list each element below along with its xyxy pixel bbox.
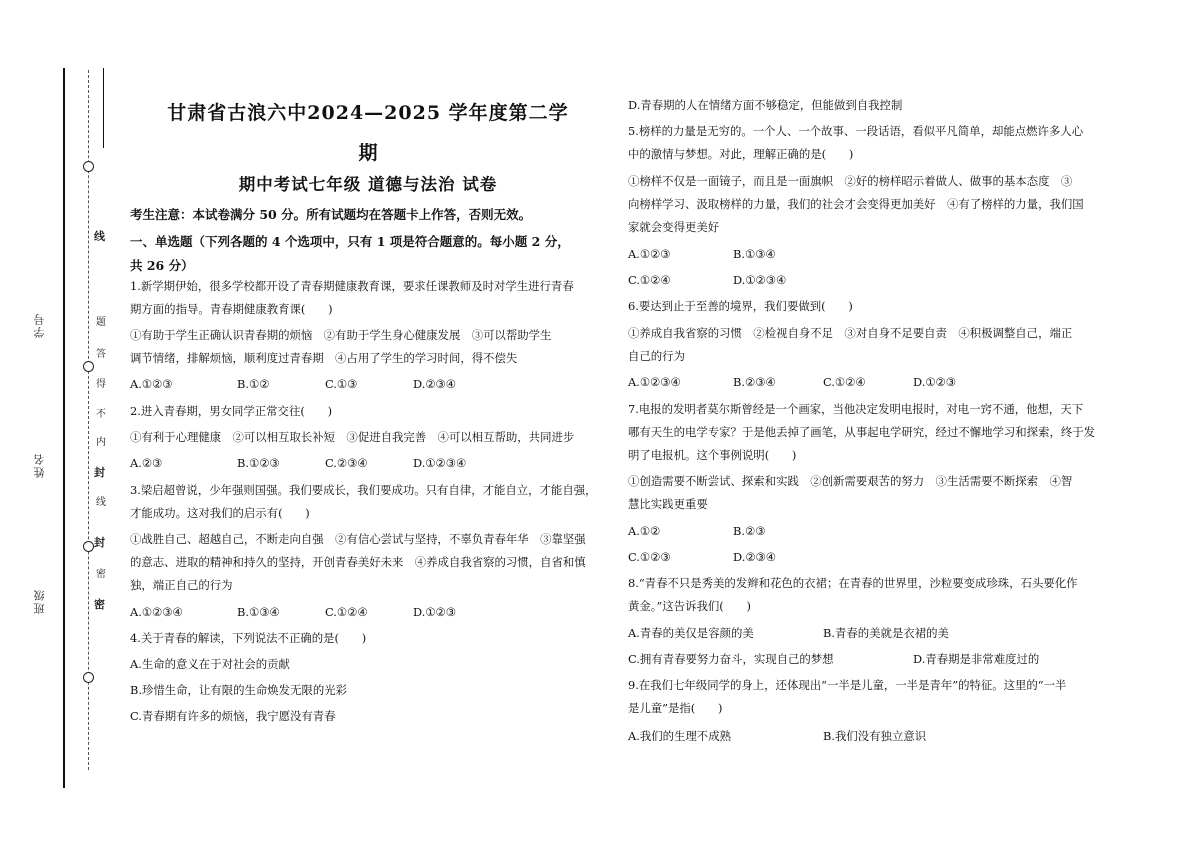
section-heading-cont: 共 26 分） xyxy=(130,258,194,273)
question-8-option-a: A.青春的美仅是容颜的美 xyxy=(628,626,754,640)
binding-dashed-line xyxy=(88,70,89,770)
question-9-option-b: B.我们没有独立意识 xyxy=(823,729,927,743)
question-3-stem: 3.梁启超曾说，少年强则国强。我们要成长，我们要成功。只有自律，才能自立，才能自强， xyxy=(130,483,597,497)
question-5-stem: 5.榜样的力量是无穷的。一个人、一个故事、一段话语，看似平凡简单，却能点燃许多人心 xyxy=(628,124,1084,138)
exam-subtitle: 期中考试七年级 道德与法治 试卷 xyxy=(238,175,498,194)
question-2-option-c: C.②③④ xyxy=(325,456,368,470)
question-5-statements: ①榜样不仅是一面镜子，而且是一面旗帜 ②好的榜样昭示着做人、做事的基本态度 ③ xyxy=(628,174,1073,188)
question-4-option-a: A.生命的意义在于对社会的贡献 xyxy=(130,657,290,671)
question-8-option-d: D.青春期是非常难度过的 xyxy=(913,652,1040,666)
binding-hole xyxy=(83,361,94,372)
question-4-option-c: C.青春期有许多的烦恼，我宁愿没有青春 xyxy=(130,709,336,723)
question-7-option-b: B.②③ xyxy=(733,524,766,538)
question-6-statements: 自己的行为 xyxy=(628,349,685,363)
question-1-option-c: C.①③ xyxy=(325,377,358,391)
question-3-stem: 才能成功。这对我们的启示有( ) xyxy=(130,506,310,520)
question-5-stem: 中的激情与梦想。对此，理解正确的是( ) xyxy=(628,147,854,161)
question-3-option-a: A.①②③④ xyxy=(130,605,183,619)
question-7-stem: 哪有天生的电学专家？于是他丢掉了画笔，从事起电学研究，经过不懈地学习和探索，终于发 xyxy=(628,425,1096,439)
question-9-stem: 9.在我们七年级同学的身上，还体现出“一半是儿童，一半是青年”的特征。这里的“一半 xyxy=(628,678,1067,692)
question-3-statements: 独，端正自己的行为 xyxy=(130,578,233,592)
question-5-option-d: D.①②③④ xyxy=(733,273,787,287)
question-6-option-b: B.②③④ xyxy=(733,375,776,389)
question-2-option-a: A.②③ xyxy=(130,456,163,470)
question-7-statements: 慧比实践更重要 xyxy=(628,497,708,511)
question-1-option-d: D.②③④ xyxy=(413,377,456,391)
section-heading: 一、单选题（下列各题的 4 个选项中，只有 1 项是符合题意的。每小题 2 分， xyxy=(130,234,570,249)
binding-hole xyxy=(83,161,94,172)
question-8-stem: 黄金。”这告诉我们( ) xyxy=(628,599,751,613)
binding-hole xyxy=(83,541,94,552)
question-1-statements: 调节情绪，排解烦恼，顺利度过青春期 ④占用了学生的学习时间，得不偿失 xyxy=(130,351,518,365)
question-8-option-b: B.青春的美就是衣裙的美 xyxy=(823,626,949,640)
question-8-option-c: C.拥有青春要努力奋斗，实现自己的梦想 xyxy=(628,652,834,666)
margin-char: 答 xyxy=(96,349,106,360)
question-5-option-a: A.①②③ xyxy=(628,247,671,261)
question-6-option-a: A.①②③④ xyxy=(628,375,681,389)
binding-solid-line-inner xyxy=(103,68,104,148)
exam-title-line1: 甘肃省古浪六中2024—2025 学年度第二学 xyxy=(167,102,569,124)
question-7-stem: 7.电报的发明者莫尔斯曾经是一个画家，当他决定发明电报时，对电一窍不通，他想，天下 xyxy=(628,402,1084,416)
question-3-option-c: C.①②④ xyxy=(325,605,368,619)
margin-char: 密 xyxy=(94,598,105,611)
question-3-option-d: D.①②③ xyxy=(413,605,456,619)
question-4-option-d: D.青春期的人在情绪方面不够稳定，但能做到自我控制 xyxy=(628,98,903,112)
question-4-stem: 4.关于青春的解读，下列说法不正确的是( ) xyxy=(130,631,367,645)
class-label: 班级 xyxy=(33,588,46,614)
question-6-stem: 6.要达到止于至善的境界，我们要做到( ) xyxy=(628,299,853,313)
question-7-stem: 明了电报机。这个事例说明( ) xyxy=(628,448,797,462)
margin-char: 线 xyxy=(96,497,106,508)
question-6-statements: ①养成自我省察的习惯 ②检视自身不足 ③对自身不足要自责 ④积极调整自己，端正 xyxy=(628,326,1073,340)
question-5-option-c: C.①②④ xyxy=(628,273,671,287)
question-7-option-c: C.①②③ xyxy=(628,550,671,564)
question-5-statements: 向榜样学习、汲取榜样的力量，我们的社会才会变得更加美好 ④有了榜样的力量，我们国 xyxy=(628,197,1084,211)
margin-char: 封 xyxy=(94,536,105,549)
question-5-statements: 家就会变得更美好 xyxy=(628,220,720,234)
question-7-option-a: A.①② xyxy=(628,524,661,538)
question-7-option-d: D.②③④ xyxy=(733,550,776,564)
exam-title-line2: 期 xyxy=(358,142,378,164)
student-name-label: 姓名 xyxy=(33,452,46,478)
question-2-stem: 2.进入青春期，男女同学正常交往( ) xyxy=(130,404,333,418)
binding-solid-line xyxy=(63,68,65,788)
margin-char: 封 xyxy=(94,466,105,479)
question-1-option-b: B.①② xyxy=(237,377,270,391)
student-number-label: 学号 xyxy=(33,312,46,338)
question-4-option-b: B.珍惜生命，让有限的生命焕发无限的光彩 xyxy=(130,683,348,697)
margin-char: 线 xyxy=(94,230,105,243)
question-2-statements: ①有利于心理健康 ②可以相互取长补短 ③促进自我完善 ④可以相互帮助，共同进步 xyxy=(130,430,575,444)
margin-char: 题 xyxy=(96,317,106,328)
question-7-statements: ①创造需要不断尝试、探索和实践 ②创新需要艰苦的努力 ③生活需要不断探索 ④智 xyxy=(628,474,1073,488)
question-2-option-b: B.①②③ xyxy=(237,456,280,470)
question-1-stem: 期方面的指导。青春期健康教育课( ) xyxy=(130,302,333,316)
question-3-option-b: B.①③④ xyxy=(237,605,280,619)
question-6-option-c: C.①②④ xyxy=(823,375,866,389)
question-8-stem: 8.“青春不只是秀美的发辫和花色的衣裙；在青春的世界里，沙粒要变成珍珠，石头要化作 xyxy=(628,576,1078,590)
question-9-stem: 是儿童”是指( ) xyxy=(628,701,723,715)
question-3-statements: 的意志、进取的精神和持久的坚持，开创青春美好未来 ④养成自我省察的习惯，自省和慎 xyxy=(130,555,586,569)
exam-notice: 考生注意：本试卷满分 50 分。所有试题均在答题卡上作答，否则无效。 xyxy=(130,207,532,222)
question-1-option-a: A.①②③ xyxy=(130,377,173,391)
question-2-option-d: D.①②③④ xyxy=(413,456,467,470)
margin-char: 得 xyxy=(96,379,106,390)
margin-char: 不 xyxy=(96,409,106,420)
question-1-stem: 1.新学期伊始，很多学校都开设了青春期健康教育课，要求任课教师及时对学生进行青春 xyxy=(130,279,574,293)
question-5-option-b: B.①③④ xyxy=(733,247,776,261)
question-3-statements: ①战胜自己、超越自己，不断走向自强 ②有信心尝试与坚持，不辜负青春年华 ③靠坚强 xyxy=(130,532,586,546)
question-9-option-a: A.我们的生理不成熟 xyxy=(628,729,731,743)
question-6-option-d: D.①②③ xyxy=(913,375,956,389)
margin-char: 密 xyxy=(96,569,106,580)
question-1-statements: ①有助于学生正确认识青春期的烦恼 ②有助于学生身心健康发展 ③可以帮助学生 xyxy=(130,328,552,342)
margin-char: 内 xyxy=(96,437,106,448)
binding-hole xyxy=(83,672,94,683)
